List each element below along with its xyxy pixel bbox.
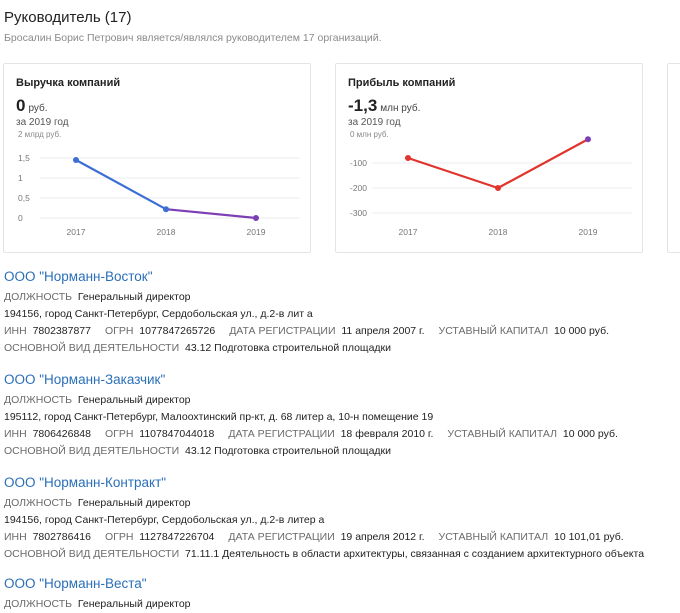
org-registry-line	[4, 323, 680, 340]
profit-card-title: Прибыль компаний	[348, 77, 456, 89]
chart-x-tick-label: 2019	[246, 227, 266, 237]
org-capital: 10 000 руб.	[553, 325, 610, 337]
org-inn: 7802786416	[32, 531, 91, 543]
chart-x-tick-label: 2018	[156, 227, 176, 237]
chart-y-tick-label: 0,5	[18, 193, 30, 203]
org-name-link[interactable]: ООО "Норманн-Контракт"	[4, 475, 167, 490]
revenue-value	[16, 96, 48, 116]
revenue-chart	[4, 128, 310, 248]
chart-unit-label: 0 млн руб.	[350, 130, 389, 139]
chart-y-tick-label: -300	[350, 208, 368, 218]
next-card-partial[interactable]	[667, 63, 680, 253]
ogrn-label: ОГРН	[104, 531, 134, 543]
chart-data-point	[585, 136, 591, 142]
org-inn: 7802387877	[32, 325, 91, 337]
capital-label: УСТАВНЫЙ КАПИТАЛ	[438, 325, 549, 337]
org-position-line	[4, 289, 680, 306]
page-title: Руководитель (17)	[4, 9, 132, 26]
chart-data-point	[163, 206, 169, 212]
position-label: ДОЛЖНОСТЬ	[4, 291, 73, 303]
chart-x-tick-label: 2019	[578, 227, 598, 237]
chart-data-point	[253, 215, 259, 221]
chart-series-segment	[498, 139, 588, 188]
chart-series-segment	[76, 160, 166, 209]
org-activity: 71.11.1 Деятельность в области архитектуры, связанная с созданием архитектурного объекта	[184, 548, 645, 560]
org-position: Генеральный директор	[77, 291, 191, 303]
chart-series-segment	[166, 209, 256, 218]
profit-value	[348, 96, 420, 116]
org-position: Генеральный директор	[77, 598, 191, 610]
position-label: ДОЛЖНОСТЬ	[4, 598, 73, 610]
org-capital: 10 101,01 руб.	[553, 531, 624, 543]
revenue-card-title: Выручка компаний	[16, 77, 121, 89]
org-reg-date: 19 апреля 2012 г.	[340, 531, 425, 543]
revenue-card	[3, 63, 311, 253]
inn-label: ИНН	[4, 325, 27, 337]
activity-label: ОСНОВНОЙ ВИД ДЕЯТЕЛЬНОСТИ	[4, 548, 180, 560]
reg-date-label: ДАТА РЕГИСТРАЦИИ	[228, 531, 335, 543]
chart-data-point	[73, 157, 79, 163]
org-position-line	[4, 392, 680, 409]
reg-date-label: ДАТА РЕГИСТРАЦИИ	[228, 428, 335, 440]
position-label: ДОЛЖНОСТЬ	[4, 497, 73, 509]
chart-y-tick-label: 1	[18, 173, 23, 183]
chart-data-point	[405, 155, 411, 161]
org-address: 194156, город Санкт-Петербург, Сердобольская ул., д.2-в лит а	[4, 308, 313, 320]
org-inn: 7806426848	[32, 428, 91, 440]
org-activity-line	[4, 546, 680, 563]
chart-y-tick-label: -100	[350, 158, 368, 168]
ogrn-label: ОГРН	[104, 428, 134, 440]
activity-label: ОСНОВНОЙ ВИД ДЕЯТЕЛЬНОСТИ	[4, 445, 180, 457]
chart-y-tick-label: -200	[350, 183, 368, 193]
profit-chart	[336, 128, 642, 248]
chart-x-tick-label: 2017	[66, 227, 86, 237]
org-activity: 43.12 Подготовка строительной площадки	[184, 445, 391, 457]
page-subtitle: Бросалин Борис Петрович является/являлся руководителем 17 организаций.	[4, 32, 382, 44]
org-ogrn: 1107847044018	[139, 428, 215, 440]
chart-x-tick-label: 2017	[398, 227, 418, 237]
org-activity-line	[4, 340, 680, 357]
inn-label: ИНН	[4, 428, 27, 440]
chart-data-point	[495, 185, 501, 191]
revenue-period: за 2019 год	[16, 117, 69, 128]
profit-value-number: -1,3	[348, 96, 378, 115]
revenue-value-unit: руб.	[28, 103, 48, 114]
chart-x-tick-label: 2018	[488, 227, 508, 237]
inn-label: ИНН	[4, 531, 27, 543]
org-position: Генеральный директор	[77, 497, 191, 509]
org-address: 194156, город Санкт-Петербург, Сердобольская ул., д.2-в литер а	[4, 514, 325, 526]
revenue-value-number: 0	[16, 96, 26, 115]
org-position-line	[4, 596, 680, 613]
capital-label: УСТАВНЫЙ КАПИТАЛ	[447, 428, 558, 440]
org-position: Генеральный директор	[77, 394, 191, 406]
org-name-link[interactable]: ООО "Норманн-Восток"	[4, 269, 153, 284]
profit-period: за 2019 год	[348, 117, 401, 128]
org-item	[4, 371, 680, 460]
org-registry-line	[4, 426, 680, 443]
profit-value-unit: млн руб.	[380, 103, 421, 114]
org-item	[4, 268, 680, 357]
org-ogrn: 1127847226704	[139, 531, 215, 543]
org-ogrn: 1077847265726	[139, 325, 216, 337]
org-registry-line	[4, 529, 680, 546]
org-activity-line	[4, 443, 680, 460]
org-name-link[interactable]: ООО "Норманн-Заказчик"	[4, 372, 166, 387]
org-address: 195112, город Санкт-Петербург, Малоохтинский пр-кт, д. 68 литер а, 10-н помещение 19	[4, 411, 434, 423]
reg-date-label: ДАТА РЕГИСТРАЦИИ	[229, 325, 336, 337]
capital-label: УСТАВНЫЙ КАПИТАЛ	[438, 531, 549, 543]
org-reg-date: 11 апреля 2007 г.	[341, 325, 425, 337]
chart-y-tick-label: 0	[18, 213, 23, 223]
org-item	[4, 575, 680, 613]
chart-y-tick-label: 1,5	[18, 153, 30, 163]
org-activity: 43.12 Подготовка строительной площадки	[184, 342, 391, 354]
org-item	[4, 474, 680, 563]
position-label: ДОЛЖНОСТЬ	[4, 394, 73, 406]
activity-label: ОСНОВНОЙ ВИД ДЕЯТЕЛЬНОСТИ	[4, 342, 180, 354]
org-name-link[interactable]: ООО "Норманн-Веста"	[4, 576, 147, 591]
chart-unit-label: 2 млрд руб.	[18, 130, 62, 139]
org-position-line	[4, 495, 680, 512]
profit-card	[335, 63, 643, 253]
org-capital: 10 000 руб.	[562, 428, 618, 440]
ogrn-label: ОГРН	[104, 325, 134, 337]
org-reg-date: 18 февраля 2010 г.	[340, 428, 434, 440]
